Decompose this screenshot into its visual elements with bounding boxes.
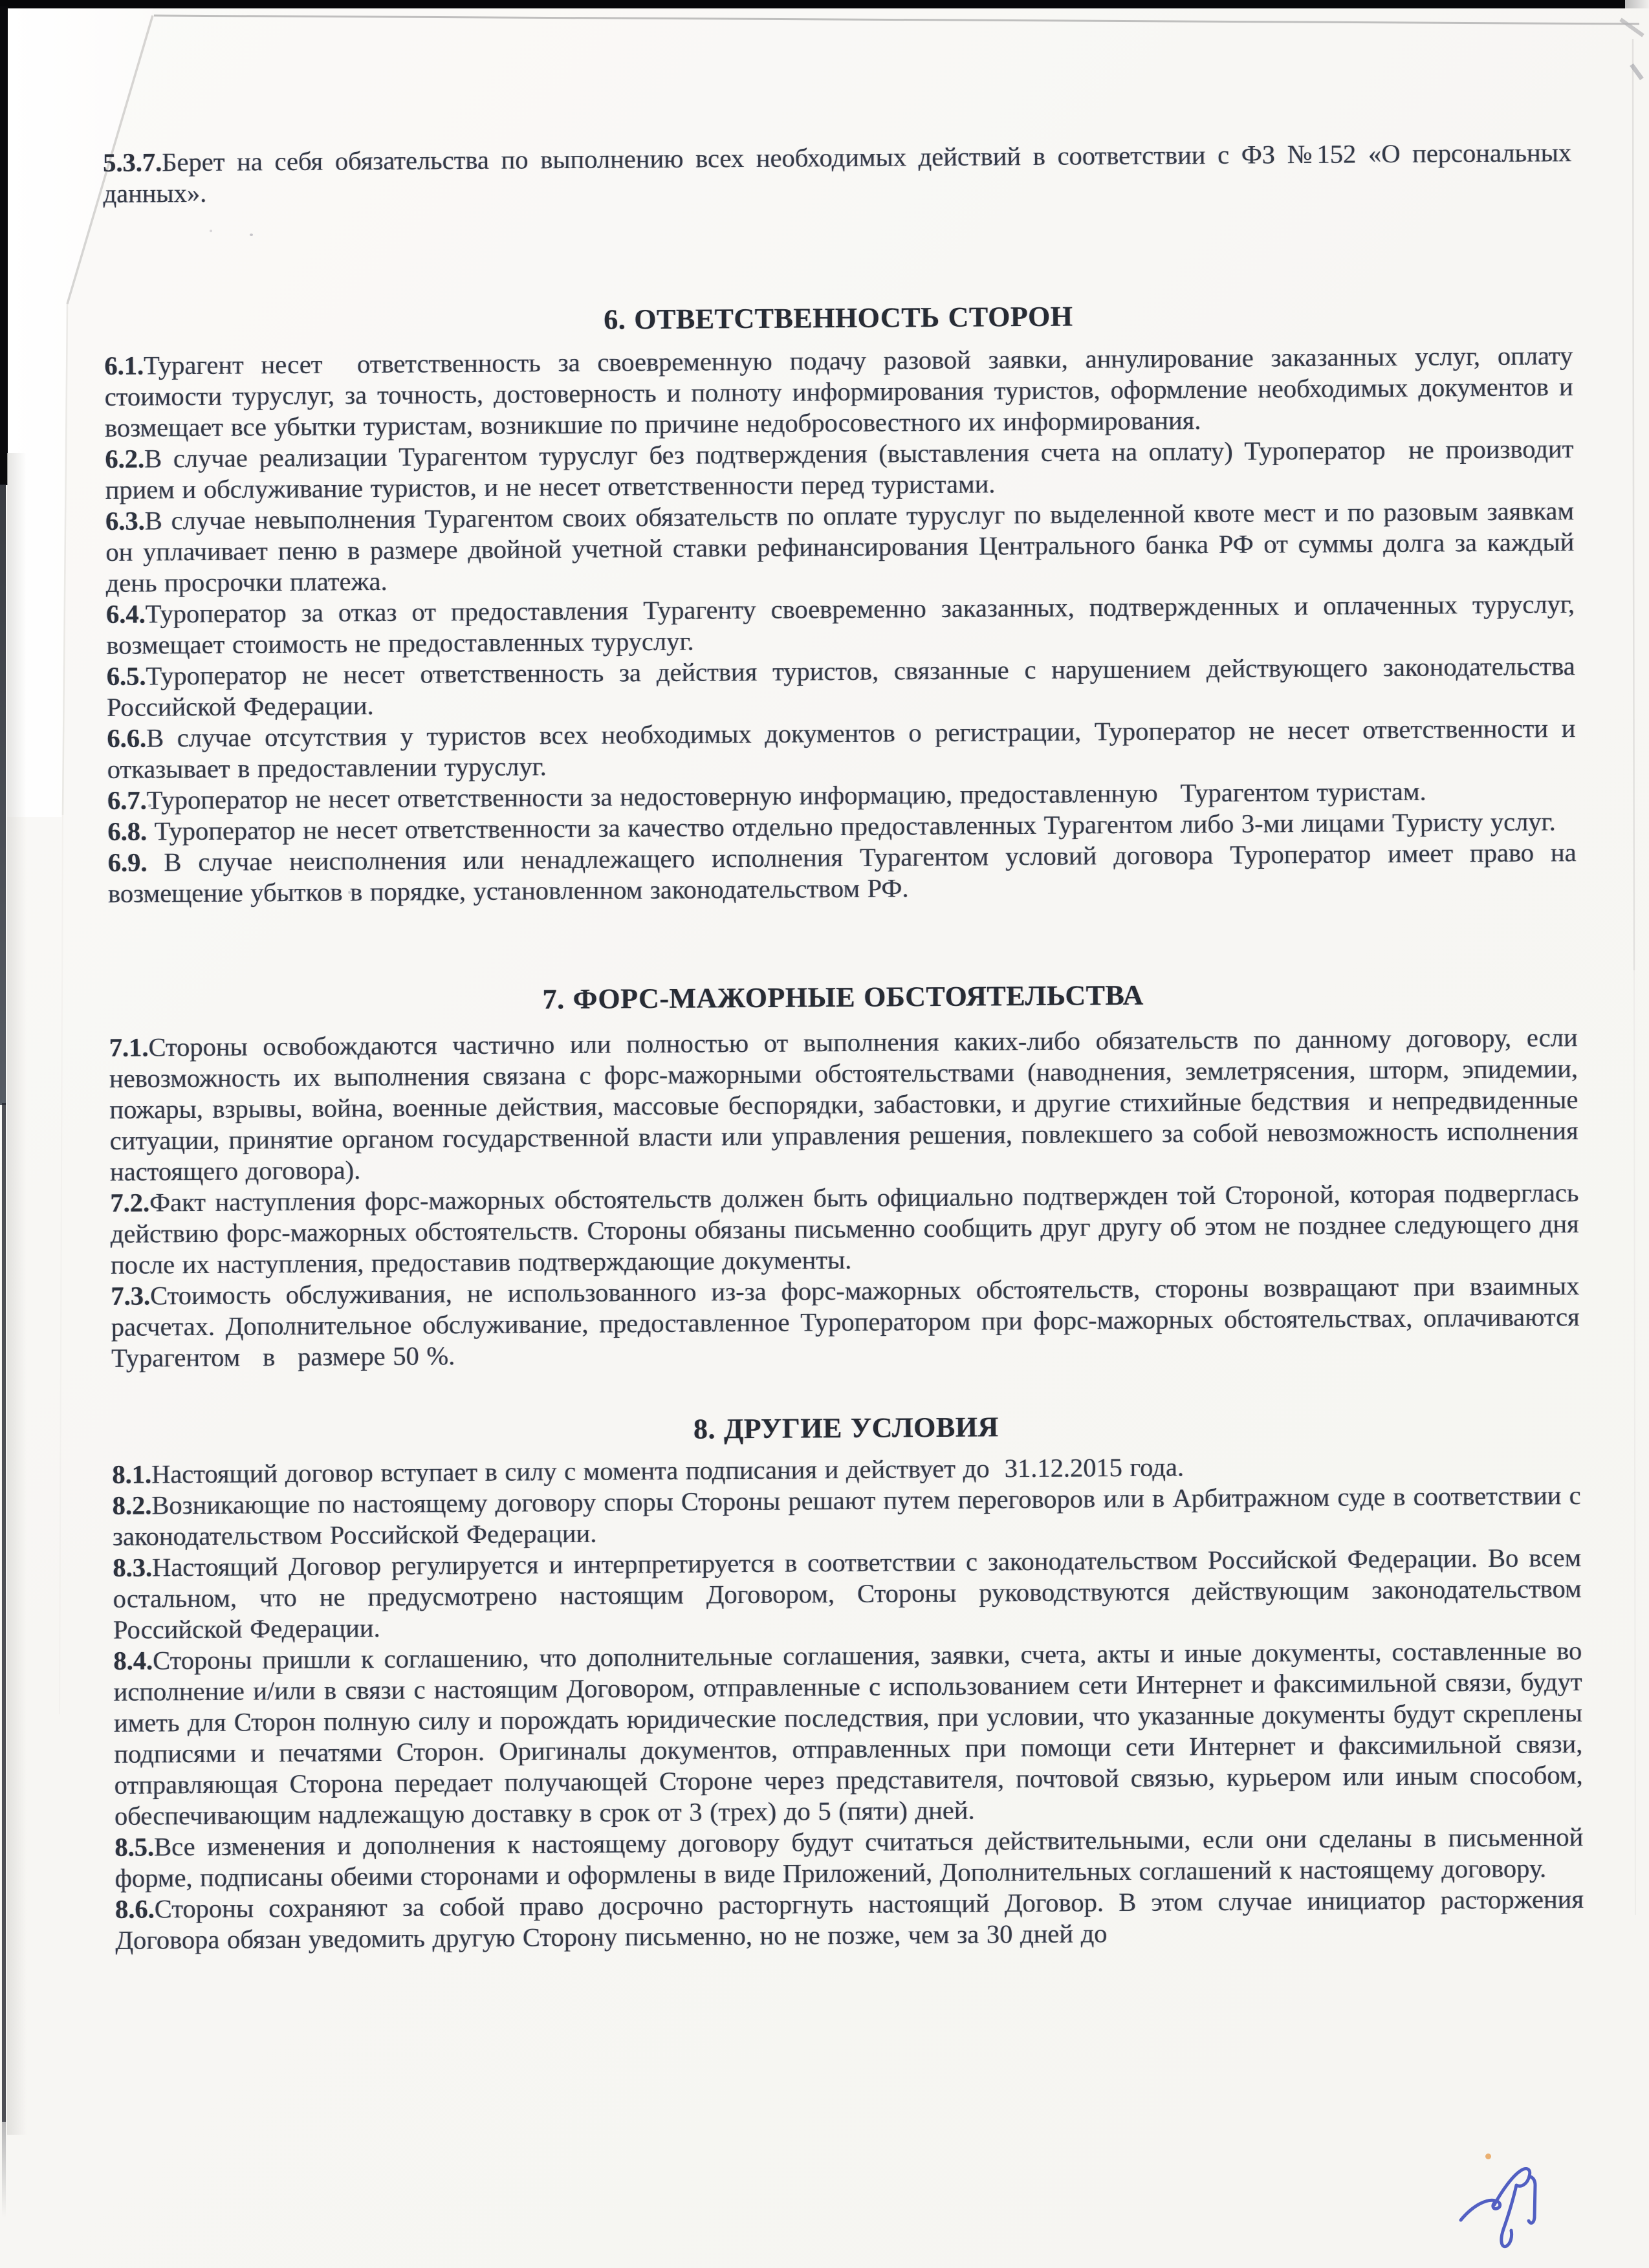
clause-6-2: [105, 433, 1582, 506]
scanner-left-fade: [2, 2121, 6, 2218]
section-8-heading: 8. ДРУГИЕ УСЛОВИЯ: [693, 1411, 999, 1445]
clause-text: Настоящий договор вступает в силу с момента подписания и действует до 31.12.2015 года.: [151, 1452, 1185, 1489]
clause-number: 6.1.: [104, 351, 144, 380]
contract-text-block: [102, 0, 1607, 1956]
scanner-left-line: [2, 1103, 6, 2122]
clause-number: 6.5.: [106, 661, 146, 691]
clause-number: 7.2.: [110, 1188, 150, 1217]
clause-6-3: [105, 496, 1582, 599]
handwritten-signature: [1457, 2158, 1554, 2255]
clause-text: В случае отсутствия у туристов всех необходимых документов о регистрации, Туроператор не несет ответственности и отказывает в предоставлении туруслуг.: [107, 714, 1584, 784]
scanner-left-streak: [0, 484, 6, 1105]
clause-number: 8.5.: [115, 1832, 155, 1862]
clause-6-5: [106, 651, 1583, 723]
clause-text: Стоимость обслуживания, не использованного из-за форс-мажорных обстоятельств, стороны возвращают при взаимных расчетах. Дополнительное обслуживание, предоставленное Туроператором при форс-мажорных обстоятельствах, оплачиваются Турагентом в размере 50 %.: [111, 1270, 1588, 1373]
clause-text: Факт наступления форс-мажорных обстоятельств должен быть официально подтвержден той Стороной, которая подверглась действию форс-мажорных обстоятельств. Стороны обязаны письменно сообщить друг другу об этом не позднее следующего дня после их наступления, предоставив подтверждающие документы.: [110, 1177, 1587, 1280]
clause-number: 6.7.: [107, 785, 147, 815]
clause-8-4: [113, 1635, 1591, 1832]
clause-number: 7.1.: [109, 1032, 149, 1062]
clause-text: В случае неисполнения или ненадлежащего исполнения Турагентом условий договора Туроператор имеет право на возмещение убытков в порядке, установленном законодательством РФ.: [107, 838, 1584, 908]
clause-6-1: [104, 340, 1581, 444]
clause-number: 8.3.: [113, 1553, 153, 1582]
clause-text: Туроператор не несет ответственность за действия туристов, связанные с нарушением действующего законодательства Российской Федерации.: [106, 651, 1583, 722]
scanner-top-right-gap: [1625, 0, 1649, 8]
clause-text: В случае невыполнения Турагентом своих обязательств по оплате туруслуг по выделенной квоте мест и по разовым заявкам он уплачивает пеню в размере двойной учетной ставки рефинансирования Центрального банка РФ от суммы долга за каждый день просрочки платежа.: [105, 496, 1582, 598]
clause-text: В случае реализации Турагентом туруслуг без подтверждения (выставления счета на оплату) Туроператор не производит прием и обслуживание туристов, и не несет ответственности перед туристами.: [105, 434, 1582, 505]
clause-text: Стороны сохраняют за собой право досрочно расторгнуть настоящий Договор. В этом случае инициатор расторжения Договора обязан уведомить другую Сторону письменно, но не позже, чем за 30 дней до: [115, 1884, 1607, 1955]
clause-number: 6.4.: [105, 599, 146, 629]
clause-text: Туроператор за отказ от предоставления Турагенту своевременно заказанных, подтвержденных и оплаченных туруслуг, возмещает стоимость не предоставленных туруслуг.: [106, 589, 1582, 660]
clause-number: 8.4.: [113, 1646, 153, 1675]
clause-6-6: [107, 713, 1584, 785]
clause-7-2: [110, 1177, 1587, 1281]
clause-number: 6.9.: [107, 847, 147, 877]
clause-number: 6.6.: [107, 723, 147, 753]
clause-text: Все изменения и дополнения к настоящему договору будут считаться действительными, если они сделаны в письменной форме, подписаны обеими сторонами и оформлены в виде Приложений, Дополнительных соглашений к настоящему договору.: [115, 1822, 1591, 1893]
clause-text: Турагент несет ответственность за своевременную подачу разовой заявки, аннулирование заказанных услуг, оплату стоимости туруслуг, за точность, достоверность и полноту информирования туристов, оформление необходимых документов и возмещает все убытки туристам, возникшие по причине недобросовестного их информирования.: [104, 341, 1581, 442]
clause-6-9: [107, 837, 1584, 910]
clause-text: Стороны пришли к соглашению, что дополнительные соглашения, заявки, счета, акты и иные документы, составленные во исполнение и/или в связи с настоящим Договором, отправленные с использованием сети Интернет и факсимильной связи, будут иметь для Сторон полную силу и порождать юридические последствия, при условии, что указанные документы будут скреплены подписями и печатями Сторон. Оригиналы документов, отправленных при помощи сети Интернет и факсимильной связи, отправляющая Сторона передает получающей Стороне через представителя, почтовой связью, курьером или иным способом, обеспечивающим надлежащую доставку в срок от 3 (трех) до 5 (пяти) дней.: [113, 1635, 1591, 1831]
section-7-heading: 7. ФОРС-МАЖОРНЫЕ ОБСТОЯТЕЛЬСТВА: [542, 979, 1144, 1016]
clause-number: 7.3.: [111, 1281, 151, 1311]
clause-8-2: [112, 1480, 1589, 1553]
clause-text: Настоящий Договор регулируется и интерпретируется в соответствии с законодательством Российской Федерации. Во всем остальном, что не предусмотрено настоящим Договором, Стороны руководствуются действующим законодательством Российской Федерации.: [113, 1542, 1589, 1644]
clause-number: 6.3.: [105, 506, 145, 536]
section-6-heading: 6. ОТВЕТСТВЕННОСТЬ СТОРОН: [604, 300, 1073, 336]
clause-text: Туроператор не несет ответственности за недостоверную информацию, предоставленную Турагентом туристам.: [146, 776, 1426, 815]
clause-8-6: [115, 1884, 1607, 1956]
scanner-left-edge: [0, 6, 8, 485]
clause-7-3: [111, 1270, 1588, 1374]
clause-6-4: [105, 589, 1582, 661]
clause-7-1: [109, 1022, 1586, 1188]
clause-text: Стороны освобождаются частично или полностью от выполнения каких-либо обязательств по данному договору, если невозможность их выполнения связана с форс-мажорными обстоятельствами (наводнения, землетрясения, шторм, эпидемии, пожары, взрывы, война, военные действия, массовые беспорядки, забастовки, и другие стихийные бедствия и непредвиденные ситуации, принятие органом государственной власти или управления решения, повлекшего за собой невозможность исполнения настоящего договора).: [109, 1022, 1586, 1186]
clause-8-3: [113, 1542, 1589, 1646]
clause-number: 8.1.: [112, 1459, 152, 1489]
clause-number: 6.2.: [105, 444, 145, 474]
clause-text: Возникающие по настоящему договору споры Стороны решают путем переговоров или в Арбитражном суде в соответствии с законодательством Российской Федерации.: [112, 1480, 1589, 1551]
clause-text: Берет на себя обязательства по выполнению всех необходимых действий в соответствии с ФЗ №152 «О персональных данных».: [103, 138, 1579, 208]
clause-text: Туроператор не несет ответственности за качество отдельно предоставленных Турагентом либо 3-ми лицами Туристу услуг.: [147, 807, 1556, 846]
clause-5-3-7: [103, 137, 1579, 210]
clause-8-5: [115, 1822, 1591, 1894]
clause-number: 8.6.: [115, 1894, 155, 1924]
clause-number: 6.8.: [107, 816, 147, 846]
clause-number: 5.3.7.: [103, 147, 162, 177]
clause-number: 8.2.: [112, 1490, 152, 1520]
page-left-shadow: [7, 453, 27, 2135]
